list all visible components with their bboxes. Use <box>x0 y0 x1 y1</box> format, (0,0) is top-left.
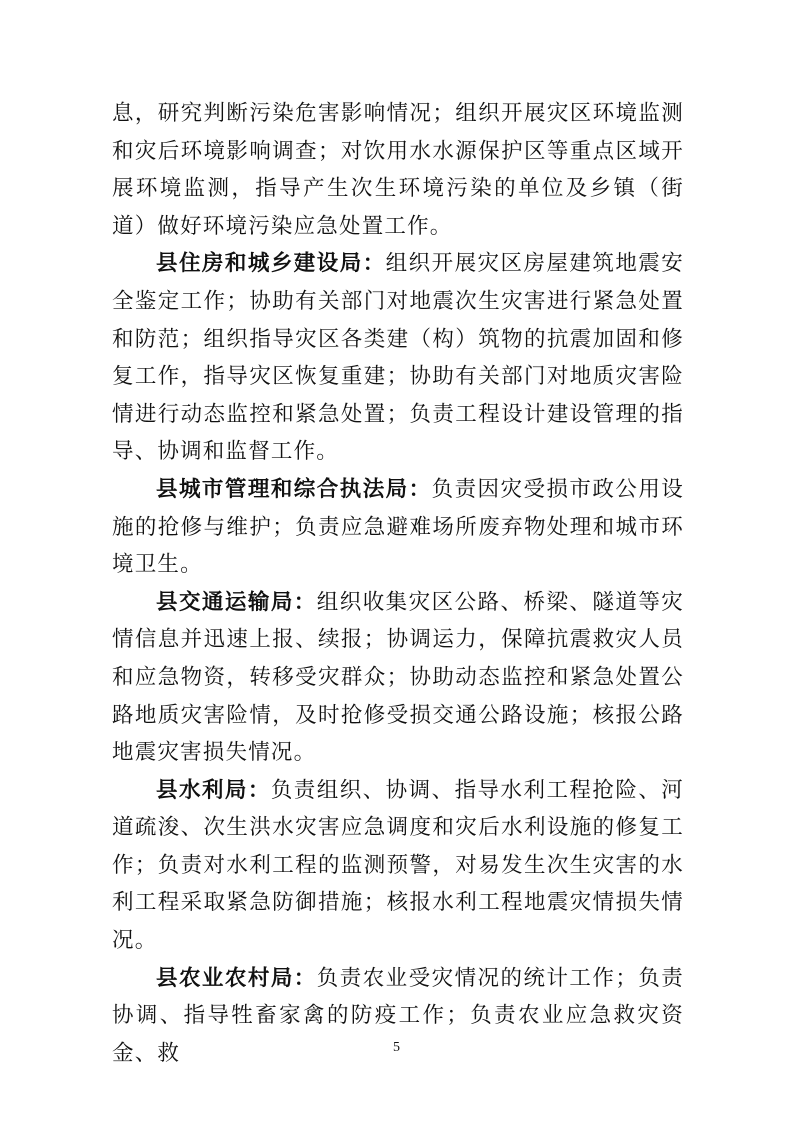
paragraph-text: 组织开展灾区房屋建筑地震安全鉴定工作；协助有关部门对地震次生灾害进行紧急处置和防范；组织指导灾区各类建（构）筑物的抗震加固和修复工作，指导灾区恢复重建；协助有关部门对地质灾害险情进行动态监控和紧急处置；负责工程设计建设管理的指导、协调和监督工作。 <box>112 251 684 465</box>
paragraph-urban-management-bureau <box>112 471 684 584</box>
paragraph-heading: 县城市管理和综合执法局： <box>156 476 432 502</box>
document-body <box>112 95 684 1072</box>
paragraph-housing-bureau <box>112 245 684 471</box>
paragraph-heading: 县水利局： <box>156 777 271 803</box>
paragraph-text: 负责因灾受损市政公用设施的抢修与维护；负责应急避难场所废弃物处理和城市环境卫生。 <box>112 476 685 578</box>
paragraph-text: 组织收集灾区公路、桥梁、隧道等灾情信息并迅速上报、续报；协调运力，保障抗震救灾人员和应急物资，转移受灾群众；协助动态监控和紧急处置公路地质灾害险情，及时抢修受损交通公路设施；核报公路地震灾害损失情况。 <box>112 589 684 766</box>
paragraph-heading: 县农业农村局： <box>156 965 317 991</box>
paragraph-environment-continued <box>112 95 684 245</box>
paragraph-text: 息，研究判断污染危害影响情况；组织开展灾区环境监测和灾后环境影响调查；对饮用水水源保护区等重点区域开展环境监测，指导产生次生环境污染的单位及乡镇（街道）做好环境污染应急处置工作。 <box>112 101 684 239</box>
paragraph-heading: 县住房和城乡建设局： <box>156 251 386 277</box>
paragraph-transport-bureau <box>112 584 684 772</box>
paragraph-text: 负责组织、协调、指导水利工程抢险、河道疏浚、次生洪水灾害应急调度和灾后水利设施的修复工作；负责对水利工程的监测预警，对易发生次生灾害的水利工程采取紧急防御措施；核报水利工程地震灾情损失情况。 <box>112 777 684 954</box>
page-number: 5 <box>393 1040 400 1055</box>
paragraph-heading: 县交通运输局： <box>156 589 317 615</box>
paragraph-water-bureau <box>112 772 684 960</box>
paragraph-text: 负责农业受灾情况的统计工作；负责协调、指导牲畜家禽的防疫工作；负责农业应急救灾资金、救 <box>112 965 684 1066</box>
